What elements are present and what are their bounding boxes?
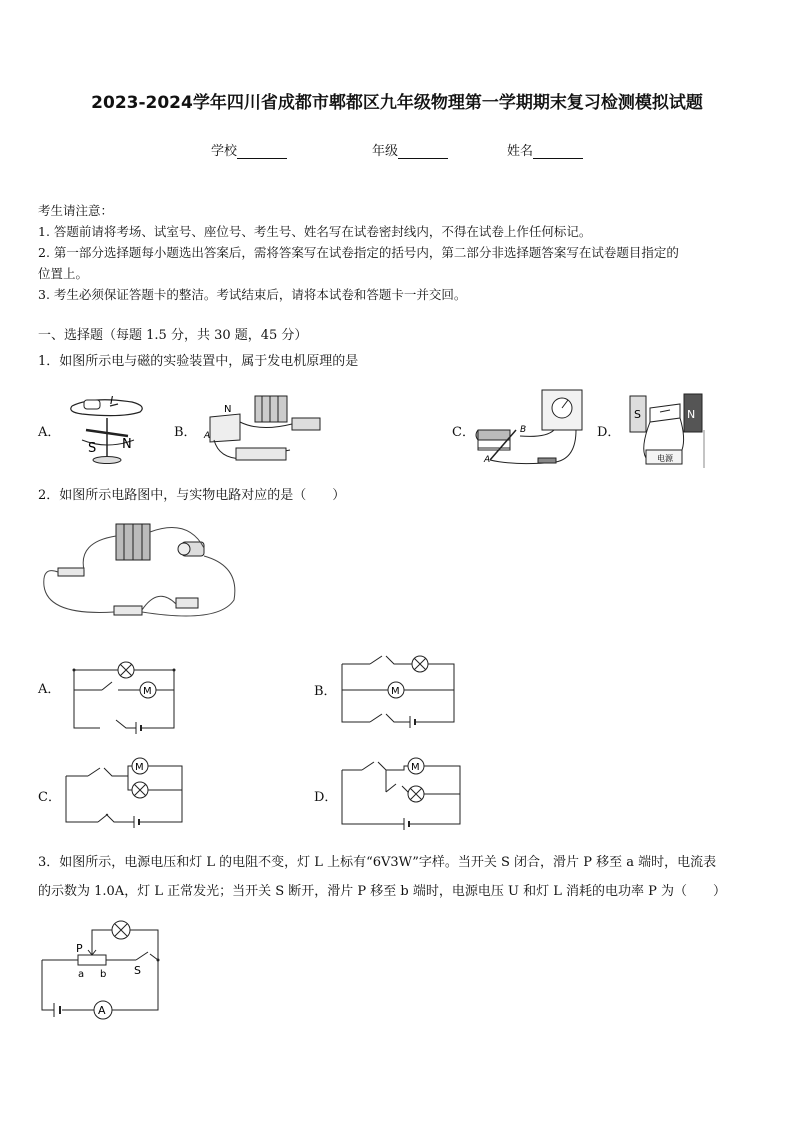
q2-circuit-d (338, 752, 466, 836)
grade-label: 年级 (372, 144, 399, 159)
q2-circuit-a (64, 648, 182, 732)
q1-label-n: N (122, 437, 132, 452)
q3-circuit-diagram (38, 920, 163, 1026)
q3-stem-line2: 的示数为 1.0A，灯 L 正常发光；当开关 S 断开，滑片 P 移至 b 端时，电源电压 U 和灯 L 消耗的电功率 P 为（ ） (38, 884, 726, 899)
q1-figure-d (626, 388, 708, 470)
q1-label-s: S (88, 441, 97, 456)
q1-label-a: A (484, 455, 491, 465)
q2-a-motor: M (143, 686, 152, 697)
q1-option-d[interactable]: D． (597, 425, 621, 440)
q1-figure-c (476, 388, 588, 470)
q1-label-n: N (687, 408, 696, 421)
q1-label-i: I (110, 394, 114, 407)
q2-c-motor: M (135, 762, 144, 773)
q3-label-s: S (134, 964, 141, 977)
q2-b-motor: M (391, 686, 400, 697)
q1-label-power: 电源 (657, 454, 673, 463)
grade-field (372, 140, 448, 159)
grade-blank (398, 146, 448, 159)
q1-stem: 1．如图所示电与磁的实验装置中，属于发电机原理的是 (38, 354, 359, 369)
q1-option-b[interactable]: B． (174, 425, 197, 440)
q2-stem: 2．如图所示电路图中，与实物电路对应的是（ ） (38, 488, 346, 503)
q1-option-c[interactable]: C． (452, 425, 475, 440)
school-label: 学校 (211, 144, 238, 159)
q3-label-p: P (76, 942, 83, 955)
q1-label-n: N (224, 404, 232, 415)
q3-stem-line1: 3．如图所示，电源电压和灯 L 的电阻不变，灯 L 上标有“6V3W”字样。当开关 S 闭合，滑片 P 移至 a 端时，电流表 (38, 855, 717, 870)
q1-label-b: B (520, 425, 527, 435)
q2-option-d[interactable]: D． (314, 790, 338, 805)
notice-item: 位置上。 (38, 266, 89, 281)
notice-item: 3. 考生必须保证答题卡的整洁。考试结束后，请将本试卷和答题卡一并交回。 (38, 287, 467, 302)
notice-item: 2. 第一部分选择题每小题选出答案后，需将答案写在试卷指定的括号内，第二部分非选择题答案写在试卷题目指定的 (38, 245, 679, 260)
page-title: 2023-2024学年四川省成都市郫都区九年级物理第一学期期末复习检测模拟试题 (91, 93, 703, 113)
notice-heading: 考生请注意： (38, 203, 114, 218)
q2-option-c[interactable]: C． (38, 790, 61, 805)
school-field (211, 140, 287, 159)
q3-label-b: b (100, 969, 107, 980)
q3-ammeter-label: A (98, 1004, 106, 1017)
q1-option-a[interactable]: A． (38, 425, 61, 440)
q1-label-s: S (634, 408, 641, 421)
name-field (507, 140, 583, 159)
school-blank (237, 146, 287, 159)
q1-figure-b (200, 392, 330, 470)
q2-circuit-b (338, 648, 458, 732)
q2-physical-circuit (38, 516, 240, 628)
notice-block (38, 200, 763, 305)
q2-option-a[interactable]: A． (38, 682, 61, 697)
name-blank (533, 146, 583, 159)
q3-label-a: a (78, 969, 85, 980)
section-heading: 一、选择题（每题 1.5 分，共 30 题，45 分） (38, 328, 308, 343)
q1-label-a: A (204, 431, 211, 441)
q1-figure-a (62, 392, 152, 467)
notice-item: 1. 答题前请将考场、试室号、座位号、考生号、姓名写在试卷密封线内，不得在试卷上作任何标记。 (38, 224, 592, 239)
name-label: 姓名 (507, 144, 534, 159)
q2-circuit-c (62, 752, 186, 836)
q2-option-b[interactable]: B． (314, 684, 337, 699)
q2-d-motor: M (411, 762, 420, 773)
